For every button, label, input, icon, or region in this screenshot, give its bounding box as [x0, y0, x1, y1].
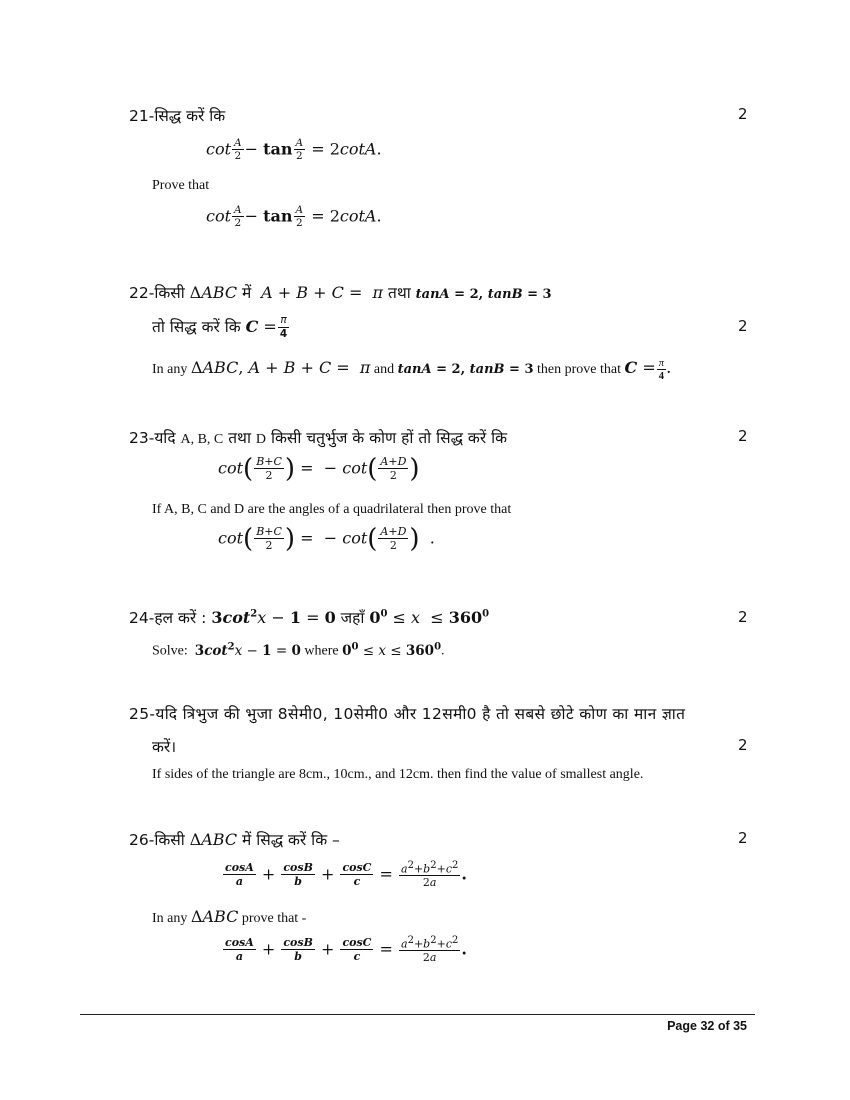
q21-english: Prove that	[152, 178, 210, 193]
q25-hindi-line1: 25-यदि त्रिभुज की भुजा 8सेमी0, 10सेमी0 और 12समी0 है तो सबसे छोटे कोण का मान ज्ञात	[129, 705, 686, 723]
q21-hindi: 21-सिद्ध करें कि	[129, 107, 226, 125]
q26-expression: $\frac{\cos A}{a}$ + $\frac{\cos B}{b}$ + $\frac{\cos C}{c}$ = $\frac{a^2+b^2+c^2}{2a}$ .	[225, 860, 467, 890]
q23-hindi: 23-यदि A, B, C तथा D किसी चतुर्भुज के कोण हों तो सिद्ध करें कि	[129, 429, 508, 447]
q26-expression-en: $\frac{\cos A}{a}$ + $\frac{\cos B}{b}$ + $\frac{\cos C}{c}$ = $\frac{a^2+b^2+c^2}{2a}$ .	[225, 935, 467, 965]
q24-hindi: 24-हल करें : $3\cot^2x - 1 = 0$ जहाँ $0^0 \le x \le 360^0$	[129, 608, 490, 627]
q21-expression: cot $\frac{A}{2}$ − tan $\frac{A}{2}$ = 2cotA.	[206, 137, 382, 163]
footer-divider	[80, 1014, 755, 1015]
q24-english: Solve: $3\cot^2x - 1 = 0$ where $0^0 \le x \le 360^0$.	[152, 641, 445, 659]
q24-marks: 2	[738, 608, 748, 626]
q23-expression-en: cot( $\frac{B+C}{2}$ ) = − cot( $\frac{A+D}{2}$ ) .	[218, 524, 435, 554]
q22-marks: 2	[738, 317, 748, 335]
q22-hindi-line2: तो सिद्ध करें कि C = $\frac{\pi}{4}$	[152, 314, 288, 340]
q26-marks: 2	[738, 829, 748, 847]
page-number: Page 32 of 35	[667, 1019, 747, 1033]
q21-marks: 2	[738, 105, 748, 123]
q25-english: If sides of the triangle are 8cm., 10cm., and 12cm. then find the value of smallest angle.	[152, 767, 644, 782]
q23-marks: 2	[738, 427, 748, 445]
q26-english: In any ΔABC prove that -	[152, 907, 307, 926]
q26-hindi: 26-किसी ΔABC में सिद्ध करें कि –	[129, 830, 340, 849]
q22-hindi-line1: 22-किसी ΔABC में A + B + C = π तथा tanA = 2, tanB = 3	[129, 283, 552, 302]
q25-marks: 2	[738, 736, 748, 754]
q22-english: In any ΔABC, A + B + C = π and tanA = 2, tanB = 3 then prove that C = $\frac{\pi}{4}$ .	[152, 358, 671, 383]
q23-english: If A, B, C and D are the angles of a quadrilateral then prove that	[152, 502, 512, 517]
q21-expression-en: cot $\frac{A}{2}$ − tan $\frac{A}{2}$ = 2cotA.	[206, 204, 382, 230]
q23-expression: cot( $\frac{B+C}{2}$ ) = − cot( $\frac{A+D}{2}$ )	[218, 454, 420, 484]
q25-hindi-line2: करें।	[152, 738, 177, 756]
